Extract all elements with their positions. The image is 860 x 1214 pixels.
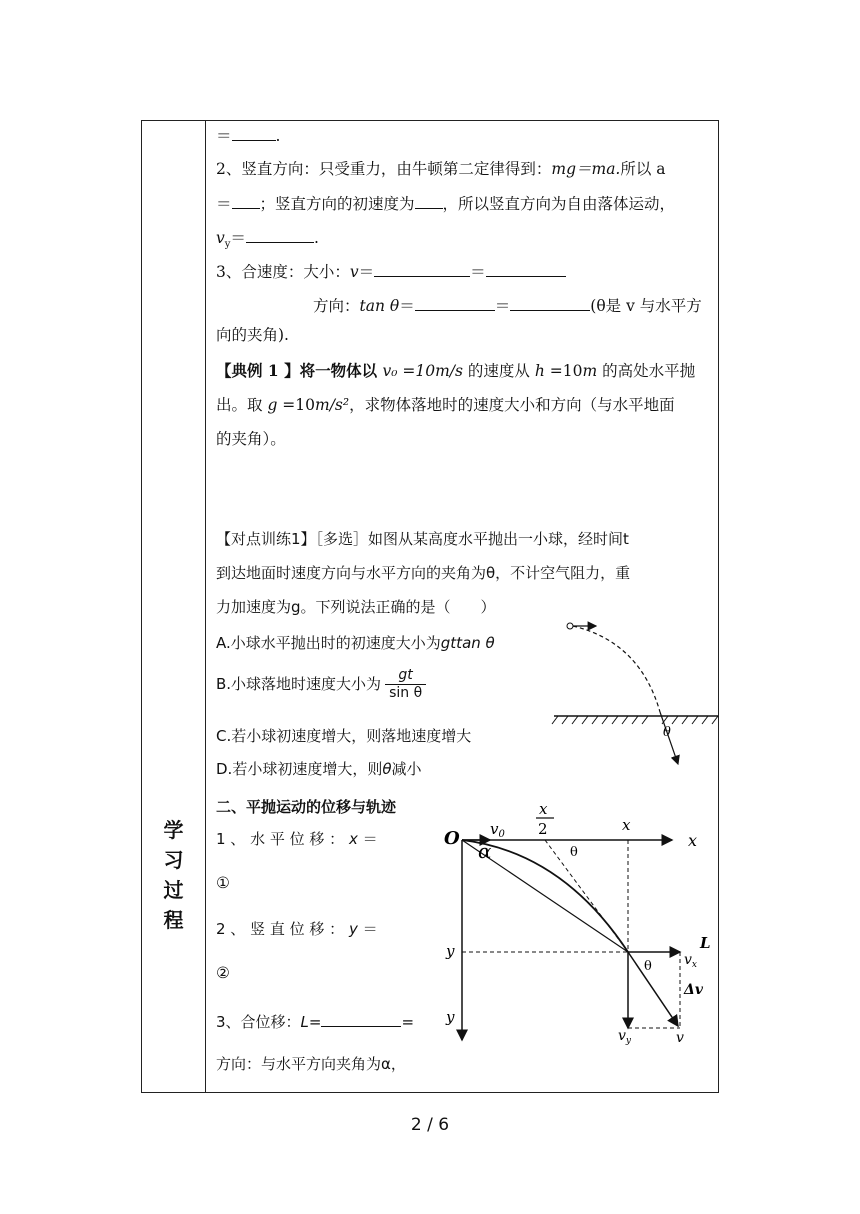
theta-top-label: θ bbox=[570, 845, 578, 860]
text-line: ① bbox=[216, 874, 230, 892]
ball bbox=[567, 623, 573, 629]
page-number: 2 / 6 bbox=[410, 1115, 450, 1135]
text-line: 1 、 水 平 位 移 ： x ＝ bbox=[216, 830, 378, 848]
text-line: 到达地面时速度方向与水平方向的夹角为θ，不计空气阻力，重 bbox=[216, 564, 631, 582]
vx-label: $v_x$ bbox=[684, 952, 697, 970]
text-line: ② bbox=[216, 964, 230, 982]
text-line: 3、合位移：L= = bbox=[216, 1013, 415, 1031]
option-c: C.若小球初速度增大，则落地速度增大 bbox=[216, 727, 472, 745]
side-label-char: 程 bbox=[163, 908, 184, 932]
answer-blank[interactable] bbox=[510, 296, 590, 311]
x-top-label: x bbox=[622, 816, 631, 834]
text-line: 力加速度为g。下列说法正确的是（ ） bbox=[216, 598, 496, 616]
option-b: B.小球落地时速度大小为 $\frac{gt}{\text{sin θ}}$ bbox=[216, 667, 426, 702]
side-label-char: 过 bbox=[163, 878, 184, 902]
theta-mid-label: θ bbox=[644, 959, 652, 974]
answer-blank[interactable] bbox=[246, 228, 314, 243]
text-line: 【对点训练1】［多选］如图从某高度水平抛出一小球，经时间t bbox=[216, 530, 629, 548]
text-line: 3、合速度：大小：v＝ ＝ bbox=[216, 262, 566, 282]
vy-label: $v_y$ bbox=[618, 1028, 632, 1046]
text-line: ＝ ；竖直方向的初速度为 ，所以竖直方向为自由落体运动， bbox=[216, 195, 676, 213]
answer-blank[interactable] bbox=[415, 194, 443, 209]
table-left-column bbox=[141, 120, 206, 1093]
answer-blank[interactable] bbox=[415, 296, 495, 311]
text-line: 2、竖直方向：只受重力，由牛顿第二定律得到：mg＝ma.所以 a bbox=[216, 160, 666, 178]
theta-label: θ bbox=[663, 725, 671, 740]
y-mid-label: y bbox=[446, 942, 455, 960]
text-line: $v_y=$ . bbox=[216, 229, 319, 251]
text-line: 向的夹角). bbox=[216, 326, 289, 344]
v-label: v bbox=[676, 1030, 684, 1046]
answer-blank[interactable] bbox=[486, 262, 566, 277]
text-line: 出。取 g =10m/s²，求物体落地时的速度大小和方向（与水平地面 bbox=[216, 396, 675, 414]
side-label-char: 学 bbox=[163, 818, 184, 842]
answer-blank[interactable] bbox=[374, 262, 470, 277]
text-line: 的夹角）。 bbox=[216, 430, 286, 448]
L-label: L bbox=[700, 934, 711, 952]
side-label-char: 习 bbox=[163, 848, 184, 872]
alpha-label: α bbox=[478, 839, 492, 863]
answer-blank[interactable] bbox=[232, 126, 276, 141]
option-d: D.若小球初速度增大，则θ减小 bbox=[216, 760, 422, 778]
trajectory bbox=[573, 626, 660, 712]
ground-hatch bbox=[552, 716, 718, 724]
answer-blank[interactable] bbox=[321, 1012, 401, 1027]
displacement-figure bbox=[422, 792, 718, 1052]
text-line: 【典例 1 】将一物体以 v₀ =10m/s 的速度从 h =10m 的高处水平抛 bbox=[216, 361, 696, 380]
answer-blank[interactable] bbox=[232, 194, 260, 209]
text-line: ＝ . bbox=[216, 127, 281, 145]
origin-label: O bbox=[444, 828, 460, 849]
v0-label: $v_0$ bbox=[490, 820, 505, 840]
text-line: 方向：与水平方向夹角为α， bbox=[216, 1055, 406, 1073]
dv-label: Δv bbox=[684, 982, 703, 998]
x-half-num: x bbox=[539, 800, 548, 818]
y-bot-label: y bbox=[446, 1008, 455, 1026]
text-line: 方向：tan θ＝ ＝ (θ是 v 与水平方 bbox=[313, 297, 702, 315]
projectile-figure bbox=[550, 612, 720, 772]
section-heading: 二、平抛运动的位移与轨迹 bbox=[216, 798, 397, 816]
option-a: A.小球水平抛出时的初速度大小为gttan θ bbox=[216, 634, 495, 652]
x-half-den: 2 bbox=[538, 820, 548, 838]
text-line: 2 、 竖 直 位 移 ： y ＝ bbox=[216, 920, 378, 938]
x-axis-label: x bbox=[688, 831, 698, 850]
